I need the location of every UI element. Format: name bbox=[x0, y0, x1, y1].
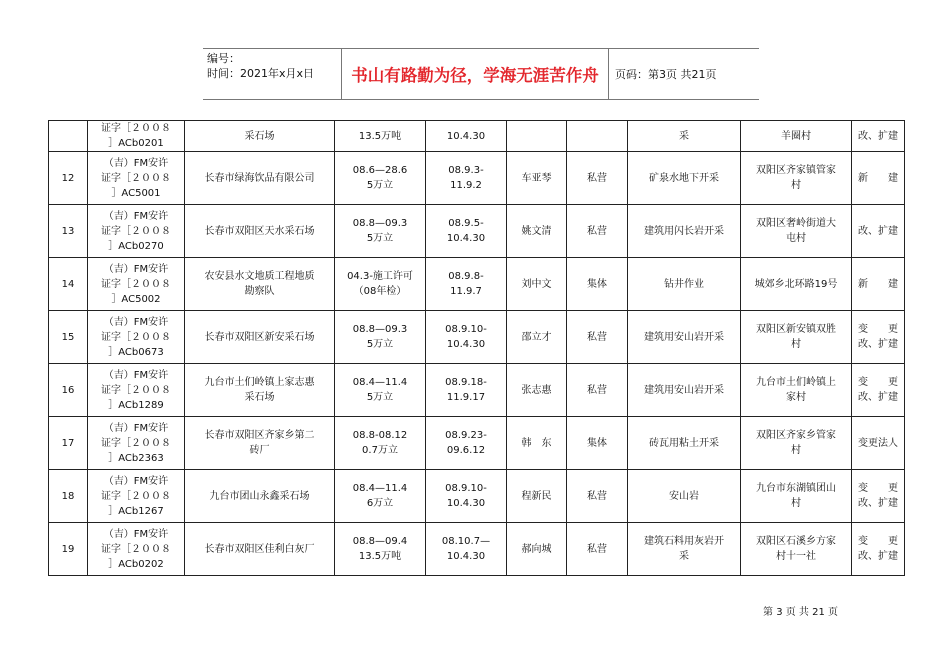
cert-number-cell bbox=[88, 470, 185, 523]
validity-period-line: 10.4.30 bbox=[446, 498, 486, 509]
validity-period-cell bbox=[426, 311, 507, 364]
page-header bbox=[203, 48, 759, 100]
cert-number-line: 证字［２００８ bbox=[101, 384, 171, 396]
legal-person-cell: 程新民 bbox=[507, 470, 567, 523]
validity-period-cell bbox=[426, 523, 507, 576]
cert-number-cell bbox=[88, 121, 185, 152]
table-row bbox=[49, 470, 905, 523]
location-line: 双阳区奢岭街道大 bbox=[756, 218, 836, 229]
header-motto: 书山有路勤为径，学海无涯苦作舟 bbox=[342, 49, 609, 99]
scale-cell bbox=[335, 470, 426, 523]
mineral-cell bbox=[628, 470, 741, 523]
cert-number-line: 证字［２００８ bbox=[101, 331, 171, 343]
validity-period-line: 09.6.12 bbox=[446, 445, 486, 456]
mineral-cell bbox=[628, 121, 741, 152]
location-line: 羊圈村 bbox=[781, 130, 811, 142]
validity-period-cell bbox=[426, 417, 507, 470]
ownership-type-cell: 集体 bbox=[567, 417, 628, 470]
cert-number-line: 证字［２００８ bbox=[101, 225, 171, 237]
mineral-line: 建筑用闪长岩开采 bbox=[644, 225, 724, 237]
scale-cell bbox=[335, 417, 426, 470]
row-number-cell: 18 bbox=[49, 470, 88, 523]
table-row bbox=[49, 121, 905, 152]
scale-line: 5万立 bbox=[366, 392, 394, 403]
mineral-line: 建筑用安山岩开采 bbox=[644, 384, 724, 396]
validity-period-cell bbox=[426, 470, 507, 523]
cert-number-cell bbox=[88, 258, 185, 311]
location-cell bbox=[741, 258, 852, 311]
mineral-line: 采 bbox=[679, 130, 689, 142]
mineral-cell bbox=[628, 364, 741, 417]
location-line: 双阳区齐家乡管家 bbox=[756, 430, 836, 441]
validity-period-cell bbox=[426, 258, 507, 311]
ownership-type-cell: 私营 bbox=[567, 523, 628, 576]
cert-number-line: 证字［２００８ bbox=[101, 123, 171, 134]
validity-period-cell bbox=[426, 364, 507, 417]
validity-period-line: 10.4.30 bbox=[446, 233, 486, 244]
validity-period-line: 08.9.5- bbox=[448, 218, 484, 229]
mineral-cell bbox=[628, 417, 741, 470]
scale-line: 13.5万吨 bbox=[358, 551, 402, 562]
scale-line: 08.8—09.4 bbox=[352, 536, 408, 547]
company-name-cell bbox=[185, 205, 335, 258]
location-line: 家村 bbox=[786, 392, 806, 403]
note-cell bbox=[852, 205, 905, 258]
note-line: 改、扩建 bbox=[858, 225, 898, 237]
note-cell bbox=[852, 470, 905, 523]
location-cell bbox=[741, 417, 852, 470]
header-meta bbox=[203, 49, 342, 99]
legal-person-cell: 刘中文 bbox=[507, 258, 567, 311]
cert-number-line: 证字［２００８ bbox=[101, 437, 171, 449]
mineral-line: 安山岩 bbox=[669, 490, 699, 502]
scale-line: 08.4—11.4 bbox=[352, 377, 408, 388]
note-line: 新 建 bbox=[858, 172, 898, 184]
time-label: 时间：2021年x月x日 bbox=[207, 67, 315, 80]
scale-cell bbox=[335, 523, 426, 576]
cert-number-line: ］AC5001 bbox=[111, 187, 161, 199]
company-name-line: 长春市双阳区佳利白灰厂 bbox=[204, 543, 315, 555]
note-cell bbox=[852, 152, 905, 205]
cert-number-cell bbox=[88, 311, 185, 364]
cert-number-line: ］ACb0673 bbox=[108, 346, 164, 358]
cert-number-cell bbox=[88, 523, 185, 576]
cert-number-line: （吉）FM安许 bbox=[103, 157, 169, 169]
cert-number-cell bbox=[88, 364, 185, 417]
company-name-line: 长春市双阳区天水采石场 bbox=[204, 225, 315, 237]
company-name-cell bbox=[185, 417, 335, 470]
cert-number-line: ］ACb0202 bbox=[108, 558, 164, 570]
legal-person-cell: 韩 东 bbox=[507, 417, 567, 470]
ownership-type-cell bbox=[567, 121, 628, 152]
row-number-cell: 13 bbox=[49, 205, 88, 258]
location-cell bbox=[741, 121, 852, 152]
validity-period-cell bbox=[426, 152, 507, 205]
note-line: 变 更 bbox=[858, 377, 898, 388]
scale-line: 13.5万吨 bbox=[358, 130, 402, 142]
company-name-cell bbox=[185, 364, 335, 417]
cert-number-line: （吉）FM安许 bbox=[103, 263, 169, 275]
note-line: 变 更 bbox=[858, 324, 898, 335]
note-line: 改、扩建 bbox=[858, 498, 898, 509]
scale-line: 08.8—09.3 bbox=[352, 218, 408, 229]
mineral-line: 矿泉水地下开采 bbox=[649, 172, 719, 184]
scale-line: 5万立 bbox=[366, 233, 394, 244]
legal-person-cell: 郝向城 bbox=[507, 523, 567, 576]
location-cell bbox=[741, 470, 852, 523]
company-name-cell bbox=[185, 258, 335, 311]
scale-line: 08.8-08.12 bbox=[352, 430, 408, 441]
cert-number-line: ］ACb2363 bbox=[108, 452, 164, 464]
cert-number-line: 证字［２００８ bbox=[101, 543, 171, 555]
cert-number-line: 证字［２００８ bbox=[101, 172, 171, 184]
table-row bbox=[49, 417, 905, 470]
legal-person-cell: 姚文清 bbox=[507, 205, 567, 258]
cert-number-line: ］ACb1267 bbox=[108, 505, 164, 517]
location-line: 村 bbox=[791, 498, 801, 509]
cert-number-line: 证字［２００８ bbox=[101, 490, 171, 502]
scale-line: 04.3-施工许可 bbox=[347, 271, 413, 282]
mineral-cell bbox=[628, 523, 741, 576]
location-line: 村 bbox=[791, 339, 801, 350]
scale-cell bbox=[335, 311, 426, 364]
location-line: 双阳区齐家镇管家 bbox=[756, 165, 836, 176]
row-number-cell: 17 bbox=[49, 417, 88, 470]
company-name-cell bbox=[185, 470, 335, 523]
company-name-line: 采石场 bbox=[244, 130, 275, 142]
validity-period-line: 08.9.3- bbox=[448, 165, 484, 176]
scale-cell bbox=[335, 205, 426, 258]
location-line: 屯村 bbox=[786, 233, 806, 244]
location-line: 九台市土们岭镇上 bbox=[756, 377, 836, 388]
location-line: 双阳区石溪乡方家 bbox=[756, 536, 836, 547]
validity-period-line: 11.9.2 bbox=[450, 180, 482, 191]
note-line: 新 建 bbox=[858, 278, 898, 290]
location-cell bbox=[741, 364, 852, 417]
number-label: 编号： bbox=[207, 52, 240, 65]
location-cell bbox=[741, 205, 852, 258]
row-number-cell: 16 bbox=[49, 364, 88, 417]
row-number-cell: 19 bbox=[49, 523, 88, 576]
validity-period-line: 08.10.7— bbox=[441, 536, 491, 547]
validity-period-line: 08.9.18- bbox=[445, 377, 487, 388]
legal-person-cell: 张志惠 bbox=[507, 364, 567, 417]
cert-number-line: （吉）FM安许 bbox=[103, 422, 169, 434]
cert-number-cell bbox=[88, 205, 185, 258]
mineral-cell bbox=[628, 205, 741, 258]
validity-period-line: 08.9.10- bbox=[445, 324, 487, 335]
row-number-cell: 14 bbox=[49, 258, 88, 311]
validity-period-line: 10.4.30 bbox=[446, 130, 486, 142]
table-row bbox=[49, 364, 905, 417]
company-name-line: 长春市双阳区齐家乡第二 bbox=[204, 430, 315, 441]
company-name-line: 九台市土们岭镇上家志惠 bbox=[204, 377, 315, 388]
note-line: 变更法人 bbox=[858, 437, 898, 449]
ownership-type-cell: 私营 bbox=[567, 470, 628, 523]
cert-number-cell bbox=[88, 152, 185, 205]
ownership-type-cell: 私营 bbox=[567, 205, 628, 258]
scale-line: 6万立 bbox=[366, 498, 394, 509]
note-line: 改、扩建 bbox=[858, 130, 898, 142]
validity-period-line: 10.4.30 bbox=[446, 551, 486, 562]
cert-number-line: ］ACb0270 bbox=[108, 240, 164, 252]
row-number-cell: 12 bbox=[49, 152, 88, 205]
company-name-line: 农安县水文地质工程地质 bbox=[204, 271, 315, 282]
ownership-type-cell: 私营 bbox=[567, 364, 628, 417]
mineral-line: 钻井作业 bbox=[664, 278, 704, 290]
page-footer: 第 3 页 共 21 页 bbox=[763, 607, 838, 618]
cert-number-line: （吉）FM安许 bbox=[103, 210, 169, 222]
location-line: 九台市东湖镇团山 bbox=[756, 483, 836, 494]
scale-cell bbox=[335, 364, 426, 417]
validity-period-line: 10.4.30 bbox=[446, 339, 486, 350]
note-cell bbox=[852, 364, 905, 417]
table-row bbox=[49, 311, 905, 364]
scale-line: 5万立 bbox=[366, 339, 394, 350]
company-name-cell bbox=[185, 121, 335, 152]
scale-cell bbox=[335, 152, 426, 205]
note-cell bbox=[852, 121, 905, 152]
scale-cell bbox=[335, 121, 426, 152]
row-number-cell: 15 bbox=[49, 311, 88, 364]
location-line: 村十一社 bbox=[776, 551, 816, 562]
mineral-line: 建筑石料用灰岩开 bbox=[644, 536, 724, 547]
scale-line: 08.4—11.4 bbox=[352, 483, 408, 494]
header-page-info: 页码：第3页 共21页 bbox=[615, 68, 717, 81]
table-row bbox=[49, 205, 905, 258]
ownership-type-cell: 私营 bbox=[567, 311, 628, 364]
location-cell bbox=[741, 152, 852, 205]
validity-period-cell bbox=[426, 205, 507, 258]
scale-line: 08.6—28.6 bbox=[352, 165, 408, 176]
validity-period-line: 11.9.7 bbox=[450, 286, 482, 297]
table-row bbox=[49, 523, 905, 576]
validity-period-line: 11.9.17 bbox=[446, 392, 486, 403]
validity-period-cell bbox=[426, 121, 507, 152]
company-name-cell bbox=[185, 523, 335, 576]
license-table bbox=[48, 120, 905, 576]
company-name-line: 勘察队 bbox=[244, 286, 275, 297]
mineral-cell bbox=[628, 311, 741, 364]
location-line: 双阳区新安镇双胜 bbox=[756, 324, 836, 335]
validity-period-line: 08.9.23- bbox=[445, 430, 487, 441]
note-line: 变 更 bbox=[858, 483, 898, 494]
company-name-line: 采石场 bbox=[244, 392, 275, 403]
cert-number-line: 证字［２００８ bbox=[101, 278, 171, 290]
mineral-line: 采 bbox=[679, 551, 689, 562]
scale-line: （08年检） bbox=[353, 286, 407, 297]
cert-number-cell bbox=[88, 417, 185, 470]
note-cell bbox=[852, 311, 905, 364]
legal-person-cell: 车亚琴 bbox=[507, 152, 567, 205]
location-line: 村 bbox=[791, 180, 801, 191]
cert-number-line: （吉）FM安许 bbox=[103, 316, 169, 328]
scale-line: 5万立 bbox=[366, 180, 394, 191]
scale-line: 0.7万立 bbox=[362, 445, 398, 456]
cert-number-line: ］ACb1289 bbox=[108, 399, 164, 411]
company-name-cell bbox=[185, 311, 335, 364]
row-number-cell bbox=[49, 121, 88, 152]
note-line: 改、扩建 bbox=[858, 392, 898, 403]
table-row bbox=[49, 258, 905, 311]
location-cell bbox=[741, 523, 852, 576]
note-cell bbox=[852, 417, 905, 470]
mineral-line: 砖瓦用粘土开采 bbox=[649, 437, 719, 449]
legal-person-cell: 邵立才 bbox=[507, 311, 567, 364]
cert-number-line: （吉）FM安许 bbox=[103, 475, 169, 487]
note-cell bbox=[852, 523, 905, 576]
mineral-line: 建筑用安山岩开采 bbox=[644, 331, 724, 343]
note-line: 改、扩建 bbox=[858, 551, 898, 562]
company-name-line: 长春市绿海饮品有限公司 bbox=[204, 172, 315, 184]
validity-period-line: 08.9.8- bbox=[448, 271, 484, 282]
mineral-cell bbox=[628, 258, 741, 311]
table-row bbox=[49, 152, 905, 205]
cert-number-line: （吉）FM安许 bbox=[103, 369, 169, 381]
scale-cell bbox=[335, 258, 426, 311]
scale-line: 08.8—09.3 bbox=[352, 324, 408, 335]
legal-person-cell bbox=[507, 121, 567, 152]
cert-number-line: ］AC5002 bbox=[111, 293, 161, 305]
note-line: 变 更 bbox=[858, 536, 898, 547]
note-cell bbox=[852, 258, 905, 311]
note-line: 改、扩建 bbox=[858, 339, 898, 350]
location-line: 村 bbox=[791, 445, 801, 456]
ownership-type-cell: 私营 bbox=[567, 152, 628, 205]
company-name-line: 长春市双阳区新安采石场 bbox=[204, 331, 315, 343]
location-cell bbox=[741, 311, 852, 364]
mineral-cell bbox=[628, 152, 741, 205]
location-line: 城郊乡北环路19号 bbox=[754, 278, 838, 290]
company-name-cell bbox=[185, 152, 335, 205]
company-name-line: 九台市团山永鑫采石场 bbox=[209, 490, 310, 502]
cert-number-line: ］ACb0201 bbox=[108, 138, 164, 149]
company-name-line: 砖厂 bbox=[249, 445, 270, 456]
ownership-type-cell: 集体 bbox=[567, 258, 628, 311]
validity-period-line: 08.9.10- bbox=[445, 483, 487, 494]
cert-number-line: （吉）FM安许 bbox=[103, 528, 169, 540]
